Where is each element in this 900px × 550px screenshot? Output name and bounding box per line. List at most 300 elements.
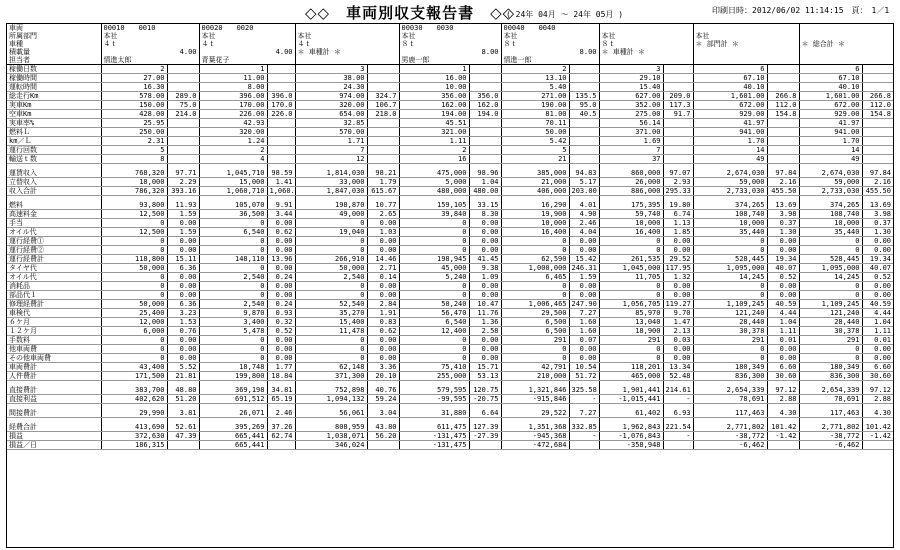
ratio-cell: 2.71 — [367, 264, 399, 273]
ratio-cell: 1.47 — [663, 318, 693, 327]
column-header-l3: ４ｔ — [201, 40, 216, 48]
value-cell: 85,970 — [599, 309, 663, 318]
ratio-cell: 6.74 — [663, 210, 693, 219]
column-header-l5: 青葉花子 — [201, 56, 230, 64]
ratio-cell: 7.27 — [569, 309, 599, 318]
row-label: 運転時間 — [7, 83, 101, 92]
ratio-cell — [167, 128, 199, 137]
ratio-cell — [267, 128, 295, 137]
column-header-row — [7, 24, 893, 65]
value-cell: 369,198 — [199, 386, 267, 395]
table-row — [7, 363, 893, 372]
value-cell: 11,478 — [295, 327, 367, 336]
value-cell: 346,024 — [295, 441, 367, 450]
value-cell: 480,000 — [399, 187, 469, 196]
ratio-cell: 0.00 — [267, 219, 295, 228]
ratio-cell: 52.61 — [167, 423, 199, 432]
ratio-cell: 4.44 — [767, 309, 799, 318]
ratio-cell — [469, 65, 501, 74]
value-cell: 2,674,030 — [799, 169, 862, 178]
value-cell: 33,000 — [295, 178, 367, 187]
ratio-cell: 0.00 — [569, 291, 599, 300]
value-cell: 180,349 — [693, 363, 767, 372]
ratio-cell: 3.44 — [267, 210, 295, 219]
value-cell: 5 — [101, 146, 167, 155]
ratio-cell: 0.32 — [267, 318, 295, 327]
ratio-cell: 40.76 — [367, 386, 399, 395]
value-cell: -472,684 — [501, 441, 569, 450]
column-header-l2: 本社 — [503, 32, 518, 40]
value-cell: 43,400 — [101, 363, 167, 372]
ratio-cell: 91.7 — [663, 110, 693, 119]
ratio-cell: 1.36 — [469, 318, 501, 327]
value-cell: 1,095,000 — [693, 264, 767, 273]
ratio-cell: 51.20 — [167, 395, 199, 404]
ratio-cell: 29.52 — [663, 255, 693, 264]
value-cell: 12,000 — [101, 318, 167, 327]
ratio-cell: 0.52 — [267, 327, 295, 336]
report-sheet — [6, 23, 894, 548]
ratio-cell: 396.0 — [267, 92, 295, 101]
ratio-cell: 10.77 — [367, 201, 399, 210]
ratio-cell: 4.01 — [569, 201, 599, 210]
ratio-cell — [167, 155, 199, 164]
column-header-l5: 情進一郎 — [503, 56, 532, 64]
ratio-cell: 1.60 — [569, 318, 599, 327]
ratio-cell: 0.00 — [367, 237, 399, 246]
value-cell: 18,000 — [101, 178, 167, 187]
row-label: 修理経費計 — [7, 300, 101, 309]
header-label: 車種 — [9, 40, 23, 48]
ratio-cell: 97.07 — [663, 169, 693, 178]
ratio-cell: 0.00 — [167, 219, 199, 228]
ratio-cell: 117.95 — [663, 264, 693, 273]
ratio-cell: 9.38 — [469, 264, 501, 273]
ratio-cell: 0.00 — [862, 282, 893, 291]
ratio-cell: 0.52 — [862, 273, 893, 282]
row-label: 直接利益 — [7, 395, 101, 404]
ratio-cell: 3.23 — [167, 309, 199, 318]
ratio-cell: 40.59 — [862, 300, 893, 309]
ratio-cell — [767, 146, 799, 155]
ratio-cell: - — [569, 432, 599, 441]
value-cell: 0 — [101, 354, 167, 363]
value-cell: 0 — [501, 246, 569, 255]
value-cell: 0 — [199, 219, 267, 228]
value-cell: 941.00 — [693, 128, 767, 137]
value-cell: 7 — [295, 146, 367, 155]
ratio-cell: 214.0 — [167, 110, 199, 119]
value-cell: 0 — [799, 345, 862, 354]
value-cell: 291 — [501, 336, 569, 345]
value-cell: 1,038,071 — [295, 432, 367, 441]
value-cell: 1,351,368 — [501, 423, 569, 432]
value-cell: 0 — [101, 273, 167, 282]
column-header — [693, 24, 799, 65]
value-cell: 291 — [599, 336, 663, 345]
ratio-cell: 4.44 — [862, 309, 893, 318]
column-header — [295, 24, 399, 65]
value-cell: 1,095,000 — [799, 264, 862, 273]
value-cell: 291 — [693, 336, 767, 345]
ratio-cell — [167, 74, 199, 83]
row-label: 直接費計 — [7, 386, 101, 395]
row-label: 手数料 — [7, 336, 101, 345]
value-cell: 13.10 — [501, 74, 569, 83]
ratio-cell: 455.50 — [862, 187, 893, 196]
value-cell: 0 — [295, 345, 367, 354]
value-cell: 162.00 — [399, 101, 469, 110]
report-header — [0, 2, 900, 22]
value-cell: 49 — [799, 155, 862, 164]
ratio-cell: 19.34 — [862, 255, 893, 264]
ratio-cell: 0.00 — [663, 291, 693, 300]
ratio-cell: 0.00 — [367, 219, 399, 228]
column-header-l3: ４ｔ — [297, 40, 312, 48]
table-row — [7, 395, 893, 404]
ratio-cell — [167, 146, 199, 155]
ratio-cell: 0.00 — [367, 246, 399, 255]
value-cell: 105,070 — [199, 201, 267, 210]
column-header-l1 — [298, 24, 397, 32]
value-cell: 0 — [799, 246, 862, 255]
ratio-cell: 170.0 — [267, 101, 295, 110]
value-cell: -99,595 — [399, 395, 469, 404]
ratio-cell: 0.00 — [767, 345, 799, 354]
value-cell: 974.00 — [295, 92, 367, 101]
value-cell: 371,300 — [295, 372, 367, 381]
value-cell: 0 — [799, 291, 862, 300]
value-cell: 194.00 — [399, 110, 469, 119]
row-label: 車検代 — [7, 309, 101, 318]
value-cell: 35,440 — [693, 228, 767, 237]
value-cell: 0 — [693, 246, 767, 255]
ratio-cell: 194.0 — [469, 110, 501, 119]
ratio-cell: 1.11 — [767, 327, 799, 336]
value-cell: 0 — [101, 282, 167, 291]
ratio-cell: 0.00 — [167, 273, 199, 282]
value-cell: 19,040 — [295, 228, 367, 237]
ratio-cell: 0.00 — [267, 264, 295, 273]
ratio-cell — [862, 146, 893, 155]
value-cell: 374,265 — [693, 201, 767, 210]
value-cell: 261,535 — [599, 255, 663, 264]
ratio-cell: 0.00 — [367, 345, 399, 354]
row-label: 稼働時間 — [7, 74, 101, 83]
ratio-cell: 135.5 — [569, 92, 599, 101]
table-row — [7, 300, 893, 309]
value-cell: 941.00 — [799, 128, 862, 137]
value-cell: 150.00 — [101, 101, 167, 110]
ratio-cell — [862, 441, 893, 450]
ratio-cell — [367, 65, 399, 74]
ratio-cell: 62.74 — [267, 432, 295, 441]
ratio-cell: 0.00 — [862, 246, 893, 255]
ratio-cell — [767, 119, 799, 128]
ratio-cell — [569, 119, 599, 128]
value-cell: 2 — [199, 146, 267, 155]
ratio-cell: 15.11 — [167, 255, 199, 264]
table-row — [7, 318, 893, 327]
value-cell: 271.00 — [501, 92, 569, 101]
ratio-cell — [569, 137, 599, 146]
ratio-cell: 0.00 — [167, 345, 199, 354]
table-row — [7, 441, 893, 450]
ratio-cell — [267, 146, 295, 155]
row-label: 損益／日 — [7, 441, 101, 450]
ratio-cell — [469, 74, 501, 83]
ratio-cell: 40.59 — [767, 300, 799, 309]
value-cell: -131,475 — [399, 441, 469, 450]
value-cell: 1 — [199, 65, 267, 74]
ratio-cell: 98.21 — [367, 169, 399, 178]
table-row — [7, 264, 893, 273]
column-header-l4 — [696, 48, 797, 56]
row-label: 運行経費② — [7, 246, 101, 255]
ratio-cell: 154.8 — [767, 110, 799, 119]
ratio-cell: 1.59 — [167, 228, 199, 237]
value-cell: 2,771,802 — [693, 423, 767, 432]
value-cell: 18,748 — [199, 363, 267, 372]
row-label: 空車Km — [7, 110, 101, 119]
value-cell: 372,630 — [101, 432, 167, 441]
value-cell: 0 — [799, 282, 862, 291]
ratio-cell: 0.24 — [267, 300, 295, 309]
ratio-cell: 0.00 — [167, 354, 199, 363]
value-cell: 6,540 — [199, 228, 267, 237]
value-cell: -38,772 — [799, 432, 862, 441]
value-cell: 1,847,030 — [295, 187, 367, 196]
value-cell: -1,015,441 — [599, 395, 663, 404]
ratio-cell: 0.00 — [569, 237, 599, 246]
ratio-cell: 0.00 — [267, 282, 295, 291]
ratio-cell: 11.76 — [469, 309, 501, 318]
value-cell: 62,148 — [295, 363, 367, 372]
value-cell: 0 — [399, 291, 469, 300]
header-label: 担当者 — [9, 56, 30, 64]
value-cell: 1,060,710 — [199, 187, 267, 196]
row-label: 収入合計 — [7, 187, 101, 196]
value-cell: 5.40 — [501, 83, 569, 92]
ratio-cell: 246.31 — [569, 264, 599, 273]
value-cell: 672.00 — [799, 101, 862, 110]
value-cell: 10,000 — [693, 219, 767, 228]
value-cell: 25.95 — [101, 119, 167, 128]
ratio-cell: 18.84 — [267, 372, 295, 381]
ratio-cell — [367, 128, 399, 137]
ratio-cell: 162.0 — [469, 101, 501, 110]
ratio-cell: 0.00 — [267, 354, 295, 363]
ratio-cell — [167, 137, 199, 146]
value-cell: 0 — [199, 354, 267, 363]
value-cell: 0 — [295, 336, 367, 345]
value-cell: 10,000 — [501, 219, 569, 228]
value-cell: 1.69 — [599, 137, 663, 146]
value-cell: 475,000 — [399, 169, 469, 178]
value-cell: 198,870 — [295, 201, 367, 210]
value-cell: 67.10 — [693, 74, 767, 83]
ratio-cell: 15.42 — [569, 255, 599, 264]
ratio-cell: 0.83 — [367, 318, 399, 327]
ratio-cell — [267, 441, 295, 450]
ratio-cell: 0.00 — [469, 291, 501, 300]
ratio-cell: -20.75 — [469, 395, 501, 404]
value-cell: 15,400 — [295, 318, 367, 327]
table-row — [7, 65, 893, 74]
header-label: 積載量 — [9, 48, 30, 56]
value-cell: -6,462 — [693, 441, 767, 450]
value-cell: 62,590 — [501, 255, 569, 264]
ratio-cell: 0.00 — [862, 345, 893, 354]
ratio-cell: 289.0 — [167, 92, 199, 101]
ratio-cell: 6.36 — [167, 264, 199, 273]
value-cell: 886,000 — [599, 187, 663, 196]
value-cell: 16,400 — [501, 228, 569, 237]
value-cell: 117,463 — [693, 409, 767, 418]
value-cell: 32.85 — [295, 119, 367, 128]
ratio-cell: 52.48 — [663, 372, 693, 381]
value-cell: 2 — [399, 146, 469, 155]
ratio-cell — [569, 155, 599, 164]
value-cell: 2.31 — [101, 137, 167, 146]
value-cell: 0 — [199, 336, 267, 345]
ratio-cell: 247.90 — [569, 300, 599, 309]
value-cell: 28,440 — [693, 318, 767, 327]
value-cell: 11,705 — [599, 273, 663, 282]
value-cell: 199,800 — [199, 372, 267, 381]
ratio-cell: 0.62 — [267, 228, 295, 237]
ratio-cell — [367, 155, 399, 164]
ratio-cell: 1.13 — [663, 219, 693, 228]
column-header-l3: ８ｔ — [503, 40, 518, 48]
value-cell: 0 — [693, 354, 767, 363]
value-cell: 0 — [399, 219, 469, 228]
value-cell: 0 — [101, 291, 167, 300]
row-label: 実車率% — [7, 119, 101, 128]
ratio-cell — [167, 441, 199, 450]
ratio-cell: 2.46 — [569, 219, 599, 228]
ratio-cell: 47.39 — [167, 432, 199, 441]
value-cell: 14 — [693, 146, 767, 155]
column-header-l1: 00040 0040 — [503, 24, 556, 32]
value-cell: 1,321,846 — [501, 386, 569, 395]
value-cell: 1.24 — [199, 137, 267, 146]
ratio-cell: 0.00 — [767, 237, 799, 246]
value-cell: 0 — [799, 237, 862, 246]
value-cell: 12,500 — [101, 228, 167, 237]
row-label: 部品代１ — [7, 291, 101, 300]
value-cell: 5,478 — [199, 327, 267, 336]
ratio-cell: 0.00 — [767, 354, 799, 363]
ratio-cell — [367, 74, 399, 83]
header-label: 車両 — [9, 24, 23, 32]
ratio-cell: 218.0 — [367, 110, 399, 119]
value-cell: 118,800 — [101, 255, 167, 264]
value-cell: 45.51 — [399, 119, 469, 128]
ratio-cell: 127.39 — [469, 423, 501, 432]
value-cell: 0 — [399, 336, 469, 345]
ratio-cell: 2.88 — [767, 395, 799, 404]
value-cell: 665,441 — [199, 432, 267, 441]
ratio-cell — [469, 119, 501, 128]
ratio-cell: 203.00 — [569, 187, 599, 196]
ratio-cell: 1.77 — [267, 363, 295, 372]
value-cell: 578.00 — [101, 92, 167, 101]
table-row — [7, 228, 893, 237]
ratio-cell — [267, 74, 295, 83]
ratio-cell — [767, 155, 799, 164]
value-cell: 186,315 — [101, 441, 167, 450]
ratio-cell: 9.70 — [663, 309, 693, 318]
column-header-l1 — [602, 24, 691, 32]
ratio-cell: 0.00 — [663, 237, 693, 246]
ratio-cell — [767, 441, 799, 450]
ratio-cell: 221.54 — [663, 423, 693, 432]
row-label: 他車両費 — [7, 345, 101, 354]
ratio-cell: 95.0 — [569, 101, 599, 110]
ratio-cell: - — [663, 432, 693, 441]
ratio-cell: 356.0 — [469, 92, 501, 101]
ratio-cell: 37.26 — [267, 423, 295, 432]
ratio-cell: 0.00 — [469, 246, 501, 255]
value-cell: 50,240 — [399, 300, 469, 309]
ratio-cell — [167, 65, 199, 74]
value-cell: 291 — [799, 336, 862, 345]
ratio-cell: 1.85 — [663, 228, 693, 237]
value-cell: 29.10 — [599, 74, 663, 83]
ratio-cell: 0.01 — [767, 336, 799, 345]
ratio-cell: 214.61 — [663, 386, 693, 395]
value-cell: 320.00 — [199, 128, 267, 137]
value-cell: 78,691 — [799, 395, 862, 404]
value-cell: 2,733,030 — [799, 187, 862, 196]
value-cell: 1,962,843 — [599, 423, 663, 432]
table-row — [7, 128, 893, 137]
ratio-cell — [569, 128, 599, 137]
value-cell: 402,620 — [101, 395, 167, 404]
row-label: 経費合計 — [7, 423, 101, 432]
ratio-cell: 0.14 — [367, 273, 399, 282]
column-header-l2: 本社 — [695, 32, 710, 40]
value-cell: 121,240 — [693, 309, 767, 318]
value-cell: 67.10 — [799, 74, 862, 83]
ratio-cell: 0.00 — [767, 291, 799, 300]
value-cell: 0 — [199, 282, 267, 291]
value-cell: 5.42 — [501, 137, 569, 146]
ratio-cell: 0.00 — [469, 336, 501, 345]
value-cell: 2,540 — [295, 273, 367, 282]
table-row — [7, 219, 893, 228]
ratio-cell: 112.0 — [767, 101, 799, 110]
value-cell: 170.00 — [199, 101, 267, 110]
value-cell: 0 — [799, 354, 862, 363]
ratio-cell: 48.80 — [167, 386, 199, 395]
value-cell: 2,540 — [199, 273, 267, 282]
value-cell: 0 — [101, 246, 167, 255]
ratio-cell: 112.0 — [862, 101, 893, 110]
value-cell: 0 — [599, 291, 663, 300]
row-label: km／Ｌ — [7, 137, 101, 146]
ratio-cell: 9.91 — [267, 201, 295, 210]
value-cell: 31,880 — [399, 409, 469, 418]
value-cell: 1,006,465 — [501, 300, 569, 309]
row-label: タイヤ代 — [7, 264, 101, 273]
ratio-cell — [862, 137, 893, 146]
value-cell: 159,105 — [399, 201, 469, 210]
ratio-cell: 0.00 — [469, 282, 501, 291]
ratio-cell: 6.60 — [862, 363, 893, 372]
value-cell: 385,000 — [501, 169, 569, 178]
